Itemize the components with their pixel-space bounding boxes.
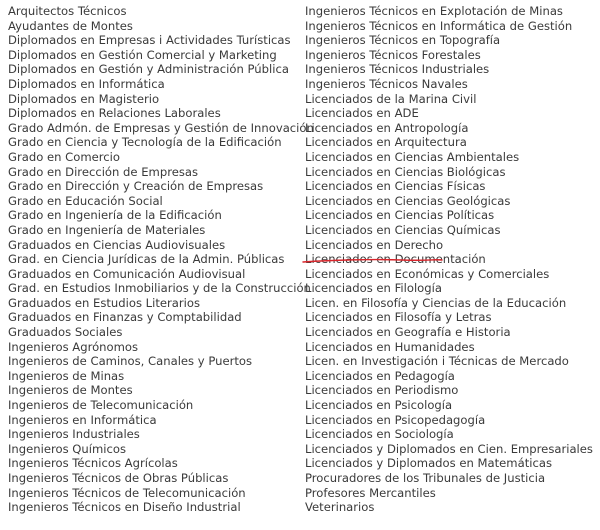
list-item: Ingenieros Técnicos en Informática de Gestión: [305, 18, 573, 33]
list-item: Licen. en Filosofía y Ciencias de la Educación: [305, 295, 567, 310]
list-item: Licenciados y Diplomados en Cien. Empresariales: [305, 441, 593, 456]
list-item: Ingenieros Técnicos en Topografía: [305, 33, 501, 48]
list-item: Licenciados en Filosofía y Letras: [305, 310, 492, 325]
list-item: Ingenieros Técnicos Forestales: [305, 47, 481, 62]
list-item: Grado en Comercio: [8, 149, 120, 164]
list-item: Grado en Dirección de Empresas: [8, 164, 199, 179]
list-item: Diplomados en Magisterio: [8, 91, 160, 106]
list-item: Licenciados en Psicopedagogía: [305, 412, 486, 427]
list-item: Licenciados en Sociología: [305, 427, 454, 442]
list-item: Diplomados en Gestión Comercial y Marketing: [8, 47, 277, 62]
list-item: Profesores Mercantiles: [305, 485, 436, 500]
list-item: Arquitectos Técnicos: [8, 4, 127, 18]
list-item: Licenciados en Filología: [305, 281, 442, 296]
list-item: Licenciados en Económicas y Comerciales: [305, 266, 550, 281]
list-item: Licenciados y Diplomados en Matemáticas: [305, 456, 552, 471]
list-item: Graduados Sociales: [8, 325, 123, 340]
list-item: Ingenieros Técnicos en Explotación de Minas: [305, 4, 563, 18]
list-item: Graduados en Finanzas y Comptabilidad: [8, 310, 242, 325]
list-item: Licenciados en Ciencias Políticas: [305, 208, 495, 223]
list-item: Ingenieros Técnicos Navales: [305, 76, 468, 91]
list-item: Ayudantes de Montes: [8, 18, 133, 33]
left-column: [8, 4, 314, 515]
list-item: Ingenieros Técnicos de Obras Públicas: [8, 471, 229, 485]
list-item: Graduados en Comunicación Audiovisual: [8, 266, 246, 281]
list-item: Ingenieros Técnicos en Diseño Industrial: [8, 500, 241, 515]
list-item: Licenciados en Psicología: [305, 398, 453, 413]
list-item: Ingenieros de Minas: [8, 368, 125, 383]
list-item: Ingenieros de Montes: [8, 383, 133, 398]
list-item: Graduados en Ciencias Audiovisuales: [8, 237, 226, 252]
list-item: Ingenieros Técnicos de Telecomunicación: [8, 485, 246, 500]
list-item: Diplomados en Gestión y Administración Pública: [8, 62, 289, 77]
list-item: Licenciados en Ciencias Geológicas: [305, 193, 511, 208]
list-item: Graduados en Estudios Literarios: [8, 295, 201, 310]
list-item: Licenciados en Documentación: [305, 252, 486, 267]
list-item: Ingenieros Industriales: [8, 427, 140, 442]
right-column: [305, 4, 597, 515]
list-item: Diplomados en Informática: [8, 76, 165, 91]
list-item: Ingenieros de Telecomunicación: [8, 398, 194, 413]
list-item: Ingenieros Agrónomos: [8, 339, 139, 354]
list-item: Grado en Ingeniería de la Edificación: [8, 208, 222, 223]
list-item: Grad. en Estudios Inmobiliarios y de la Construcción: [8, 281, 311, 296]
list-item-highlighted: Licenciados en Derecho: [305, 237, 444, 252]
list-item: Grado en Ingeniería de Materiales: [8, 222, 206, 237]
list-item: Procuradores de los Tribunales de Justicia: [305, 471, 546, 485]
list-item: Grado en Dirección y Creación de Empresas: [8, 179, 264, 194]
list-item: Grado en Educación Social: [8, 193, 163, 208]
list-item: Licenciados en Periodismo: [305, 383, 459, 398]
list-item: Ingenieros Químicos: [8, 441, 127, 456]
list-item: Ingenieros en Informática: [8, 412, 157, 427]
list-item: Licenciados en Antropología: [305, 120, 469, 135]
list-item: Licenciados en Ciencias Físicas: [305, 179, 486, 194]
list-item: Grad. en Ciencia Jurídicas de la Admin. Públicas: [8, 252, 285, 267]
list-item: Diplomados en Empresas i Actividades Turísticas: [8, 33, 291, 48]
list-item: Licenciados en Geografía e Historia: [305, 325, 511, 340]
list-item: Licenciados en ADE: [305, 106, 419, 121]
list-item: Grado Admón. de Empresas y Gestión de Innovación: [8, 120, 314, 135]
list-item: Licenciados en Ciencias Ambientales: [305, 149, 520, 164]
degree-list: [0, 4, 600, 526]
list-item: Licenciados en Humanidades: [305, 339, 475, 354]
list-item: Licenciados en Ciencias Químicas: [305, 222, 501, 237]
list-item: Licenciados en Ciencias Biológicas: [305, 164, 506, 179]
list-item: Licen. en Investigación i Técnicas de Mercado: [305, 354, 569, 369]
list-item: Veterinarios: [305, 500, 375, 515]
list-item: Grado en Ciencia y Tecnología de la Edificación: [8, 135, 282, 150]
list-item: Licenciados en Arquitectura: [305, 135, 467, 150]
list-item: Ingenieros de Caminos, Canales y Puertos: [8, 354, 253, 369]
list-item: Licenciados de la Marina Civil: [305, 91, 477, 106]
list-item: Licenciados en Pedagogía: [305, 368, 455, 383]
list-item: Ingenieros Técnicos Industriales: [305, 62, 490, 77]
list-item: Diplomados en Relaciones Laborales: [8, 106, 221, 121]
list-item: Ingenieros Técnicos Agrícolas: [8, 456, 178, 471]
